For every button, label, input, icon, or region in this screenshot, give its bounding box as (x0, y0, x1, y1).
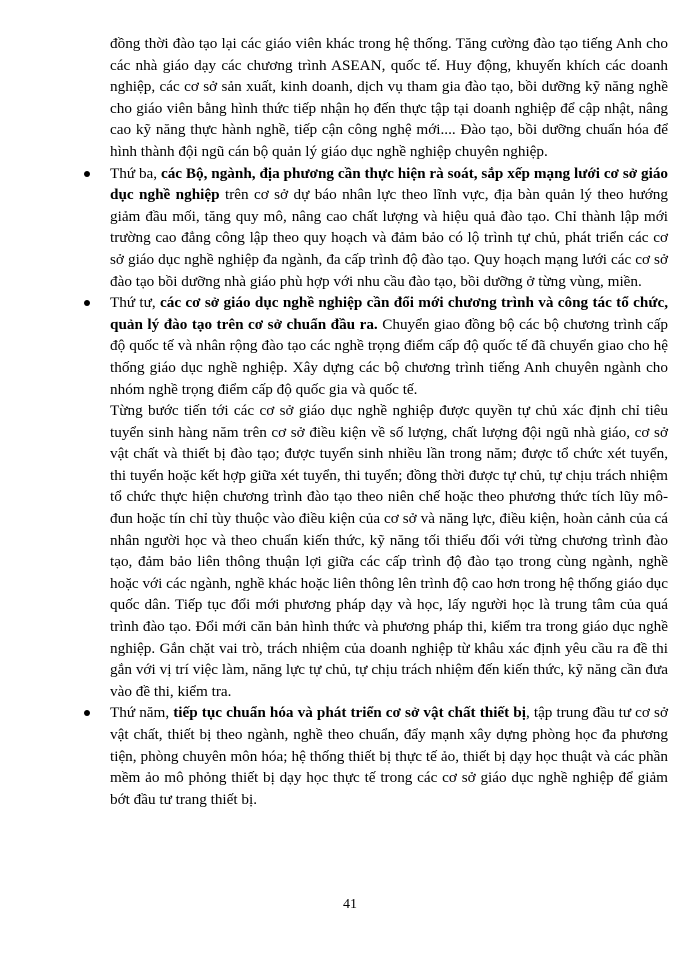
bullet-text: , tập trung đầu tư cơ sở vật chất, thiết bị theo ngành, nghề theo chuẩn, đẩy mạnh xây dựng phòng học đa phương tiện, phòng chuyên môn hóa; hệ thống thiết bị thực tế ảo, thiết bị dạy học thuật và các phần mềm ảo mô phỏng thiết bị dạy học thực tế trong các cơ sở giáo dục nghề nghiệp để giảm bớt đầu tư trang thiết bị. (110, 704, 668, 808)
bullet-item-network-planning (110, 163, 668, 293)
body-text (110, 33, 668, 810)
bullet-icon (84, 300, 90, 306)
bullet-emphasis: tiếp tục chuẩn hóa và phát triển cơ sở vật chất thiết bị (173, 704, 526, 722)
bullet-item-facilities (110, 702, 668, 810)
bullet-icon (84, 171, 90, 177)
bullet-icon (84, 710, 90, 716)
bullet-text: trên cơ sở dự báo nhân lực theo lĩnh vực, địa bàn quản lý theo hướng giảm đầu mối, tăng quy mô, nâng cao chất lượng và hiệu quả đào tạo. Chỉ thành lập mới trường cao đẳng công lập theo quy hoạch và đảm bảo có lộ trình tự chủ, phát triển các cơ sở giáo dục nghề nghiệp đa ngành, đa cấp trình độ đào tạo. Quy hoạch mạng lưới các cơ sở đào tạo bồi dưỡng nhà giáo phù hợp với nhu cầu đào tạo, bồi dưỡng ở từng vùng, miền. (110, 186, 668, 290)
page-number: 41 (343, 897, 357, 912)
bullet-text: Chuyển giao đồng bộ các bộ chương trình cấp độ quốc tế và nhân rộng đào tạo các nghề trọng điểm cấp độ quốc tế đã chuyển giao cho hệ thống giáo dục nghề nghiệp. Xây dựng các bộ chương trình tiếng Anh chuyên ngành cho nhóm nghề trọng điểm cấp độ quốc gia và quốc tế. (110, 315, 668, 398)
paragraph-teacher-training: đồng thời đào tạo lại các giáo viên khác trong hệ thống. Tăng cường đào tạo tiếng Anh cho các nhà giáo dạy các chương trình ASEAN, quốc tế. Huy động, khuyến khích các doanh nghiệp, các cơ sở sản xuất, kinh doanh, dịch vụ tham gia đào tạo, bồi dưỡng kỹ năng nghề cho giáo viên bằng hình thức tiếp nhận họ đến thực tập tại doanh nghiệp để cập nhật, nâng cao kỹ năng thực hành nghề, tiếp cận công nghệ mới.... Đào tạo, bồi dưỡng chuẩn hóa để hình thành đội ngũ cán bộ quản lý giáo dục nghề nghiệp chuyên nghiệp. (110, 35, 668, 160)
bullet-lead: Thứ ba, (110, 164, 161, 182)
bullet-emphasis: các Bộ, ngành, địa phương cần thực hiện rà soát, sắp xếp mạng lưới cơ sở giáo dục nghề nghiệp (110, 164, 669, 204)
bullet-emphasis: các cơ sở giáo dục nghề nghiệp cần đổi mới chương trình và công tác tổ chức, quản lý đào tạo trên cơ sở chuẩn đầu ra. (110, 294, 668, 333)
bullet-lead: Thứ tư, (110, 294, 161, 312)
bullet-item-curriculum-reform (110, 292, 668, 400)
paragraph-autonomy: Từng bước tiến tới các cơ sở giáo dục nghề nghiệp được quyền tự chủ xác định chỉ tiêu tuyển sinh hàng năm trên cơ sở điều kiện về số lượng, chất lượng đội ngũ nhà giáo, cơ sở vật chất và thiết bị đào tạo; được tuyển sinh nhiều lần trong năm; được tổ chức xét tuyển, thi tuyển hoặc kết hợp giữa xét tuyển, thi tuyển; đồng thời được tự chủ, tự chịu trách nhiệm tổ chức thực hiện chương trình đào tạo theo niên chế hoặc theo phương thức tích lũy mô-đun hoặc tín chỉ tùy thuộc vào điều kiện của cơ sở và năng lực, điều kiện, hoàn cảnh của cá nhân người học và theo chuẩn kiến thức, kỹ năng tối thiểu đối với từng chương trình đào tạo, đảm bảo liên thông thuận lợi giữa các cấp trình độ đào tạo trong cùng ngành, nghề hoặc với các ngành, nghề khác hoặc liên thông lên trình độ cao hơn trong hệ thống giáo dục quốc dân. Tiếp tục đổi mới phương pháp dạy và học, lấy người học là trung tâm của quá trình đào tạo. Đổi mới căn bản hình thức và phương pháp thi, kiểm tra trong giáo dục nghề nghiệp. Gắn chặt vai trò, trách nhiệm của doanh nghiệp từ khâu xác định yêu cầu ra đề thi gắn với vị trí việc làm, năng lực tự chủ, tự chịu trách nhiệm đến kiến thức, kỹ năng cần đưa vào đề thi, kiểm tra. (110, 402, 669, 700)
bullet-lead: Thứ năm, (110, 704, 174, 722)
